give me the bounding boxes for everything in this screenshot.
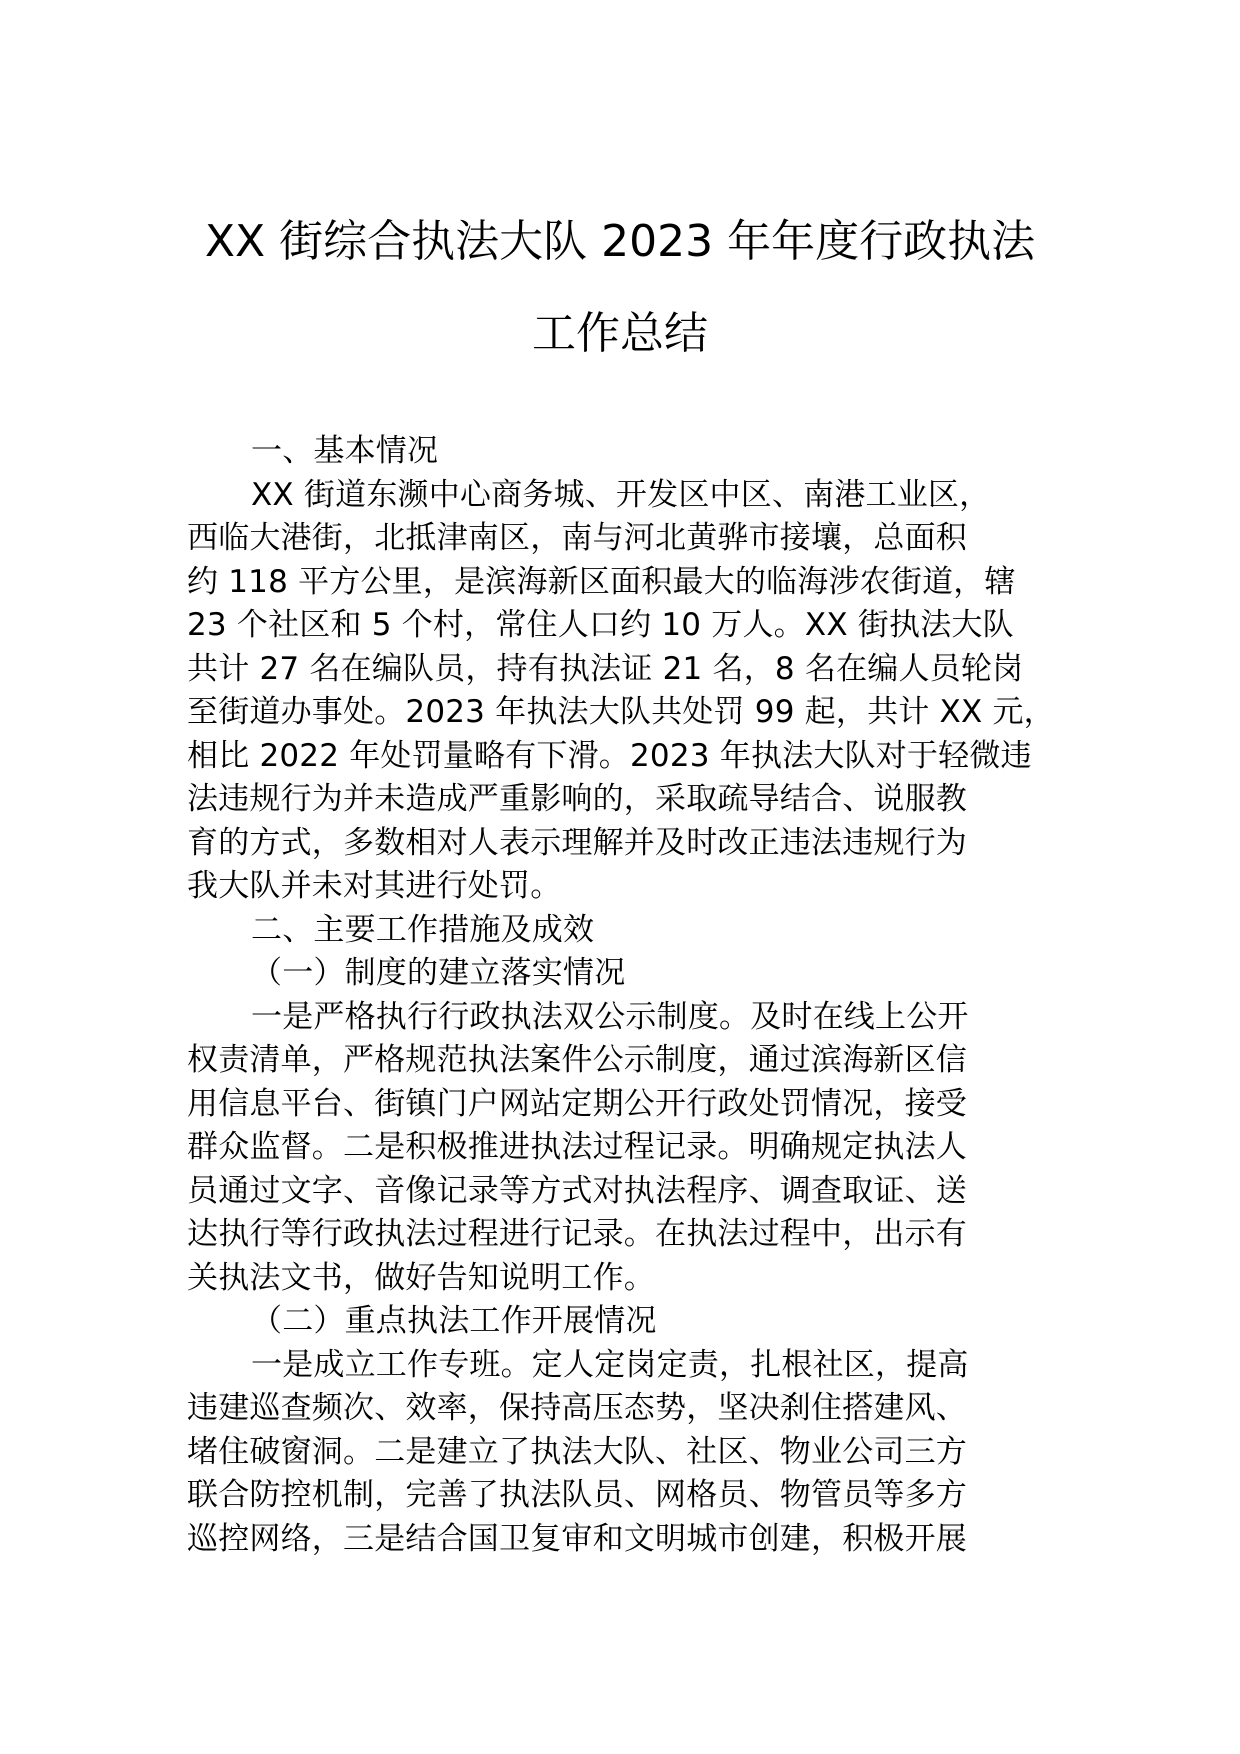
body-text-line: 23 个社区和 5 个村，常住人口约 10 万人。XX 街执法大队: [187, 607, 1014, 643]
document-body: [187, 430, 1087, 1561]
body-text-line: 约 118 平方公里，是滨海新区面积最大的临海涉农街道，辖: [187, 563, 1016, 600]
body-text-line: 一、基本情况: [251, 433, 439, 469]
body-text-line: 群众监督。二是积极推进执法过程记录。明确规定执法人: [187, 1129, 967, 1165]
body-text-line: 巡控网络，三是结合国卫复审和文明城市创建，积极开展: [187, 1520, 967, 1557]
body-text-line: 西临大港街，北抵津南区，南与河北黄骅市接壤，总面积: [187, 520, 967, 556]
body-text-line: 二、主要工作措施及成效: [251, 911, 595, 948]
body-text-line: 堵住破窗洞。二是建立了执法大队、社区、物业公司三方: [187, 1433, 967, 1470]
document-title-line-1: XX 街综合执法大队 2023 年年度行政执法: [204, 216, 1036, 267]
body-text-line: 用信息平台、街镇门户网站定期公开行政处罚情况，接受: [187, 1085, 967, 1122]
body-text-line: 权责清单，严格规范执法案件公示制度，通过滨海新区信: [187, 1042, 967, 1078]
body-text-line: XX 街道东濒中心商务城、开发区中区、南港工业区，: [251, 476, 991, 513]
body-text-line: 达执行等行政执法过程进行记录。在执法过程中，出示有: [187, 1216, 967, 1252]
body-text-line: 一是成立工作专班。定人定岗定责，扎根社区，提高: [251, 1346, 969, 1383]
document-title-line-2: 工作总结: [532, 308, 708, 359]
body-text-line: 员通过文字、音像记录等方式对执法程序、调查取证、送: [187, 1172, 967, 1209]
body-text-line: 违建巡查频次、效率，保持高压态势，坚决刹住搭建风、: [187, 1390, 967, 1426]
body-text-line: 法违规行为并未造成严重影响的，采取疏导结合、说服教: [187, 781, 967, 817]
body-text-line: 我大队并未对其进行处罚。: [187, 868, 562, 904]
body-text-line: 联合防控机制，完善了执法队员、网格员、物管员等多方: [187, 1477, 967, 1513]
body-text-line: 关执法文书，做好告知说明工作。: [187, 1259, 655, 1296]
body-text-line: 至街道办事处。2023 年执法大队共处罚 99 起，共计 XX 元，: [187, 694, 1055, 730]
body-text-line: 育的方式，多数相对人表示理解并及时改正违法违规行为: [187, 824, 967, 861]
body-text-line: （一）制度的建立落实情况: [251, 955, 626, 991]
body-text-line: 一是严格执行行政执法双公示制度。及时在线上公开: [251, 998, 969, 1035]
body-text-line: 共计 27 名在编队员，持有执法证 21 名，8 名在编人员轮岗: [187, 650, 1024, 687]
body-text-line: （二）重点执法工作开展情况: [251, 1303, 657, 1339]
body-text-line: 相比 2022 年处罚量略有下滑。2023 年执法大队对于轻微违: [187, 737, 1032, 774]
